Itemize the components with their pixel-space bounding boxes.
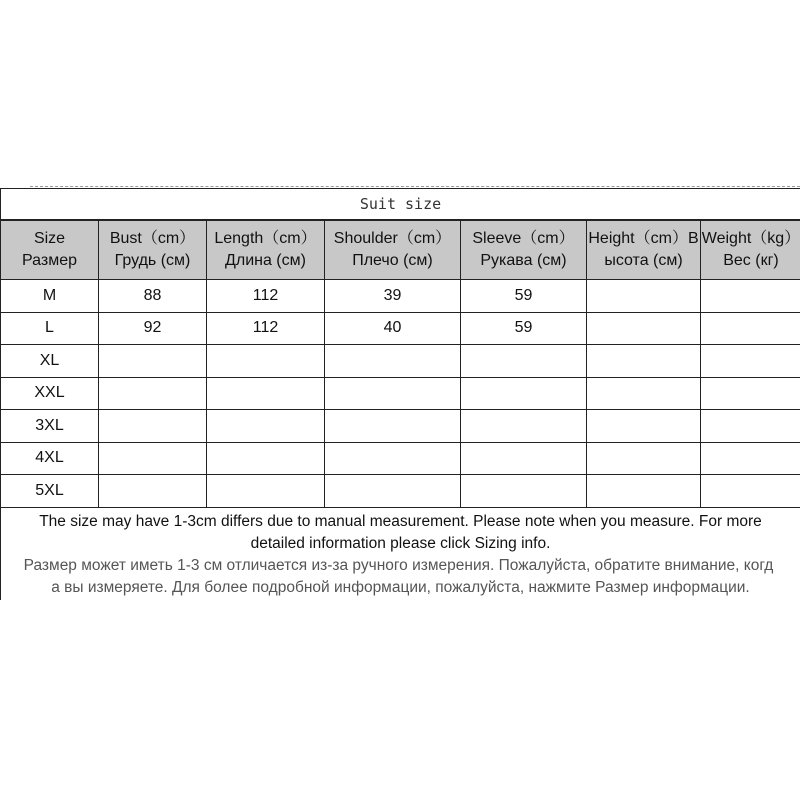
measurement-cell: 59	[461, 312, 587, 345]
measurement-cell: 112	[207, 312, 325, 345]
measurement-cell	[325, 377, 461, 410]
measurement-cell	[587, 280, 701, 313]
table-row	[1, 442, 800, 475]
measurement-cell	[207, 442, 325, 475]
measurement-cell	[701, 345, 800, 378]
measurement-cell: 39	[325, 280, 461, 313]
col-header-bust: Bust（cm） Грудь (см)	[99, 221, 207, 280]
size-label-cell: L	[1, 312, 99, 345]
note-english: The size may have 1-3cm differs due to manual measurement. Please note when you measure. For more detailed information please click Sizing info.	[39, 512, 762, 552]
col-header-size: Size Размер	[1, 221, 99, 280]
measurement-cell	[587, 345, 701, 378]
size-table	[0, 220, 800, 508]
header-row	[1, 221, 800, 280]
size-label-cell: M	[1, 280, 99, 313]
table-row	[1, 312, 800, 345]
measurement-cell	[461, 377, 587, 410]
measurement-cell	[207, 475, 325, 508]
measurement-cell	[587, 475, 701, 508]
measurement-cell	[587, 442, 701, 475]
measurement-cell	[587, 410, 701, 443]
measurement-cell	[207, 377, 325, 410]
measurement-cell	[325, 410, 461, 443]
measurement-cell	[701, 280, 800, 313]
measurement-cell	[587, 377, 701, 410]
col-header-shoulder: Shoulder（cm） Плечо (см)	[325, 221, 461, 280]
col-header-height: Height（cm）В ысота (см)	[587, 221, 701, 280]
size-label-cell: 3XL	[1, 410, 99, 443]
measurement-cell	[701, 475, 800, 508]
measurement-cell	[701, 312, 800, 345]
measurement-cell	[325, 475, 461, 508]
measurement-cell	[99, 442, 207, 475]
measurement-cell	[701, 377, 800, 410]
size-chart	[0, 188, 800, 600]
table-row	[1, 377, 800, 410]
size-label-cell: XXL	[1, 377, 99, 410]
measurement-cell: 88	[99, 280, 207, 313]
measurement-cell	[461, 410, 587, 443]
measurement-cell	[99, 410, 207, 443]
measurement-cell	[461, 475, 587, 508]
col-header-sleeve: Sleeve（cm） Рукава (см)	[461, 221, 587, 280]
measurement-cell	[325, 442, 461, 475]
table-row	[1, 345, 800, 378]
table-row	[1, 280, 800, 313]
col-header-length: Length（cm） Длина (см)	[207, 221, 325, 280]
table-row	[1, 475, 800, 508]
measurement-cell	[587, 312, 701, 345]
measurement-cell	[701, 442, 800, 475]
size-label-cell: 5XL	[1, 475, 99, 508]
measurement-cell	[461, 345, 587, 378]
measurement-cell	[207, 345, 325, 378]
measurement-cell	[207, 410, 325, 443]
measurement-cell	[99, 475, 207, 508]
table-title: Suit size	[0, 188, 800, 220]
measurement-cell: 112	[207, 280, 325, 313]
note-russian: Размер может иметь 1-3 см отличается из-за ручного измерения. Пожалуйста, обратите внимание, когд а вы измеряете. Для более подробной информации, пожалуйста, нажмите Размер информации.	[23, 556, 774, 596]
measurement-cell	[325, 345, 461, 378]
col-header-weight: Weight（kg） Вес (кг)	[701, 221, 800, 280]
measurement-cell: 40	[325, 312, 461, 345]
measurement-cell	[461, 442, 587, 475]
size-label-cell: 4XL	[1, 442, 99, 475]
size-label-cell: XL	[1, 345, 99, 378]
measurement-cell	[99, 377, 207, 410]
measurement-cell: 92	[99, 312, 207, 345]
table-row	[1, 410, 800, 443]
measurement-cell	[99, 345, 207, 378]
measurement-note	[0, 508, 800, 600]
measurement-cell	[701, 410, 800, 443]
measurement-cell: 59	[461, 280, 587, 313]
